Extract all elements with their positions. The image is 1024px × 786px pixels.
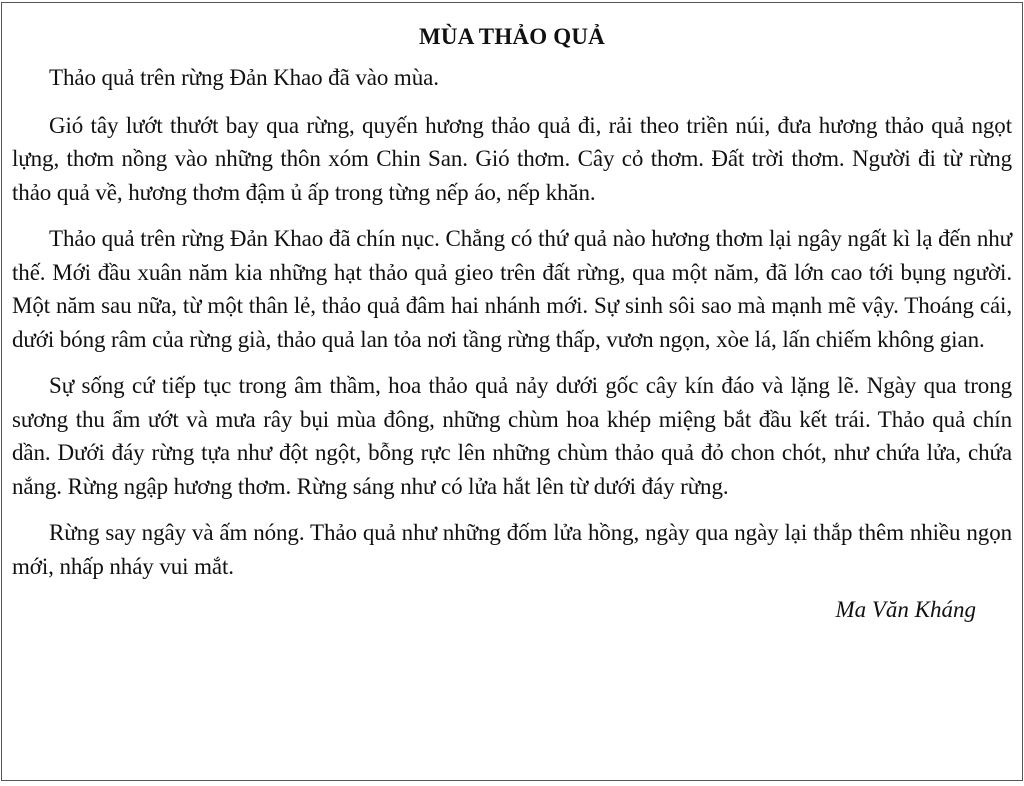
- paragraph-3: Thảo quả trên rừng Đản Khao đã chín nục. Chẳng có thứ quả nào hương thơm lại ngây ngất kì lạ đến như thế. Mới đầu xuân năm kia những hạt thảo quả gieo trên đất rừng, qua một năm, đã lớn cao tới bụng người. Một năm sau nữa, từ một thân lẻ, thảo quả đâm hai nhánh mới. Sự sinh sôi sao mà mạnh mẽ vậy. Thoáng cái, dưới bóng râm của rừng già, thảo quả lan tỏa nơi tầng rừng thấp, vươn ngọn, xòe lá, lấn chiếm không gian.: [12, 226, 1012, 352]
- paragraph-1: Thảo quả trên rừng Đản Khao đã vào mùa.: [49, 65, 439, 90]
- paragraph-2: Gió tây lướt thướt bay qua rừng, quyến hương thảo quả đi, rải theo triền núi, đưa hương thảo quả ngọt lựng, thơm nồng vào những thôn xóm Chin San. Gió thơm. Cây cỏ thơm. Đất trời thơm. Người đi từ rừng thảo quả về, hương thơm đậm ủ ấp trong từng nếp áo, nếp khăn.: [12, 112, 1012, 205]
- document-title: MÙA THẢO QUẢ: [419, 24, 605, 49]
- paragraph-4: Sự sống cứ tiếp tục trong âm thầm, hoa thảo quả nảy dưới gốc cây kín đáo và lặng lẽ. Ngày qua trong sương thu ẩm ướt và mưa rây bụi mùa đông, những chùm hoa khép miệng bắt đầu kết trái. Thảo quả chín dần. Dưới đáy rừng tựa như đột ngột, bỗng rực lên những chùm thảo quả đỏ chon chót, như chứa lửa, chứa nắng. Rừng ngập hương thơm. Rừng sáng như có lửa hắt lên từ dưới đáy rừng.: [12, 373, 1012, 499]
- paragraph-5: Rừng say ngây và ấm nóng. Thảo quả như những đốm lửa hồng, ngày qua ngày lại thắp thêm nhiều ngọn mới, nhấp nháy vui mắt.: [12, 520, 1012, 579]
- author-signature: Ma Văn Kháng: [835, 597, 976, 622]
- document-page: [1, 2, 1023, 781]
